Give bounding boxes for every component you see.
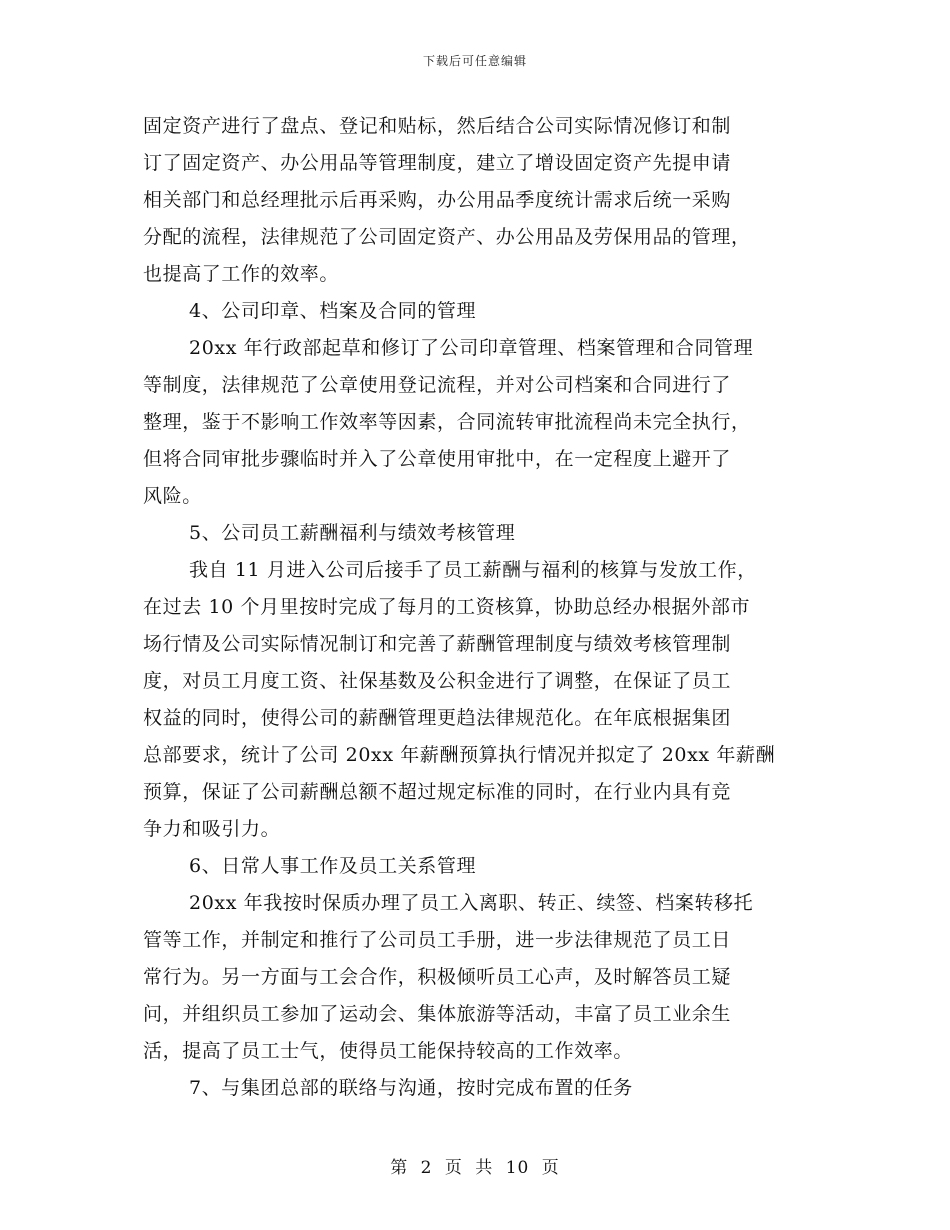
paragraph-line: 活，提高了员工士气，使得员工能保持较高的工作效率。 bbox=[143, 1040, 634, 1062]
section-heading: 6、日常人事工作及员工关系管理 bbox=[189, 855, 477, 877]
paragraph-line: 预算，保证了公司薪酬总额不超过规定标准的同时，在行业内具有竞 bbox=[143, 781, 732, 803]
paragraph-line: 常行为。另一方面与工会合作，积极倾听员工心声，及时解答员工疑 bbox=[143, 966, 732, 988]
paragraph-line: 等制度，法律规范了公章使用登记流程，并对公司档案和合同进行了 bbox=[143, 374, 732, 396]
paragraph-line: 风险。 bbox=[143, 485, 202, 507]
section-heading: 5、公司员工薪酬福利与绩效考核管理 bbox=[189, 522, 516, 544]
paragraph-line: 订了固定资产、办公用品等管理制度，建立了增设固定资产先提申请 bbox=[143, 152, 732, 174]
paragraph-line: 但将合同审批步骤临时并入了公章使用审批中，在一定程度上避开了 bbox=[143, 448, 732, 470]
paragraph-line: 整理，鉴于不影响工作效率等因素，合同流转审批流程尚未完全执行， bbox=[143, 411, 751, 433]
paragraph-line: 度，对员工月度工资、社保基数及公积金进行了调整，在保证了员工 bbox=[143, 670, 732, 692]
paragraph-line: 我自 11 月进入公司后接手了员工薪酬与福利的核算与发放工作， bbox=[189, 559, 757, 581]
paragraph-line: 争力和吸引力。 bbox=[143, 818, 281, 840]
paragraph-line: 场行情及公司实际情况制订和完善了薪酬管理制度与绩效考核管理制 bbox=[143, 633, 732, 655]
page-number-footer: 第 2 页 共 10 页 bbox=[390, 1158, 560, 1178]
paragraph-line: 问，并组织员工参加了运动会、集体旅游等活动，丰富了员工业余生 bbox=[143, 1003, 732, 1025]
section-heading: 7、与集团总部的联络与沟通，按时完成布置的任务 bbox=[189, 1077, 633, 1099]
body-text bbox=[143, 108, 811, 1107]
paragraph-line: 固定资产进行了盘点、登记和贴标，然后结合公司实际情况修订和制 bbox=[143, 115, 732, 137]
paragraph-line: 总部要求，统计了公司 20xx 年薪酬预算执行情况并拟定了 20xx 年薪酬 bbox=[143, 744, 776, 766]
paragraph-line: 20xx 年行政部起草和修订了公司印章管理、档案管理和合同管理 bbox=[189, 337, 754, 359]
section-heading: 4、公司印章、档案及合同的管理 bbox=[189, 300, 477, 322]
download-edit-note: 下载后可任意编辑 bbox=[422, 54, 527, 68]
paragraph-line: 分配的流程，法律规范了公司固定资产、办公用品及劳保用品的管理， bbox=[143, 226, 751, 248]
paragraph-line: 在过去 10 个月里按时完成了每月的工资核算，协助总经办根据外部市 bbox=[143, 596, 751, 618]
paragraph-line: 20xx 年我按时保质办理了员工入离职、转正、续签、档案转移托 bbox=[189, 892, 754, 914]
paragraph-line: 相关部门和总经理批示后再采购，办公用品季度统计需求后统一采购 bbox=[143, 189, 732, 211]
paragraph-line: 管等工作，并制定和推行了公司员工手册，进一步法律规范了员工日 bbox=[143, 929, 732, 951]
paragraph-line: 权益的同时，使得公司的薪酬管理更趋法律规范化。在年底根据集团 bbox=[143, 707, 732, 729]
paragraph-line: 也提高了工作的效率。 bbox=[143, 263, 340, 285]
